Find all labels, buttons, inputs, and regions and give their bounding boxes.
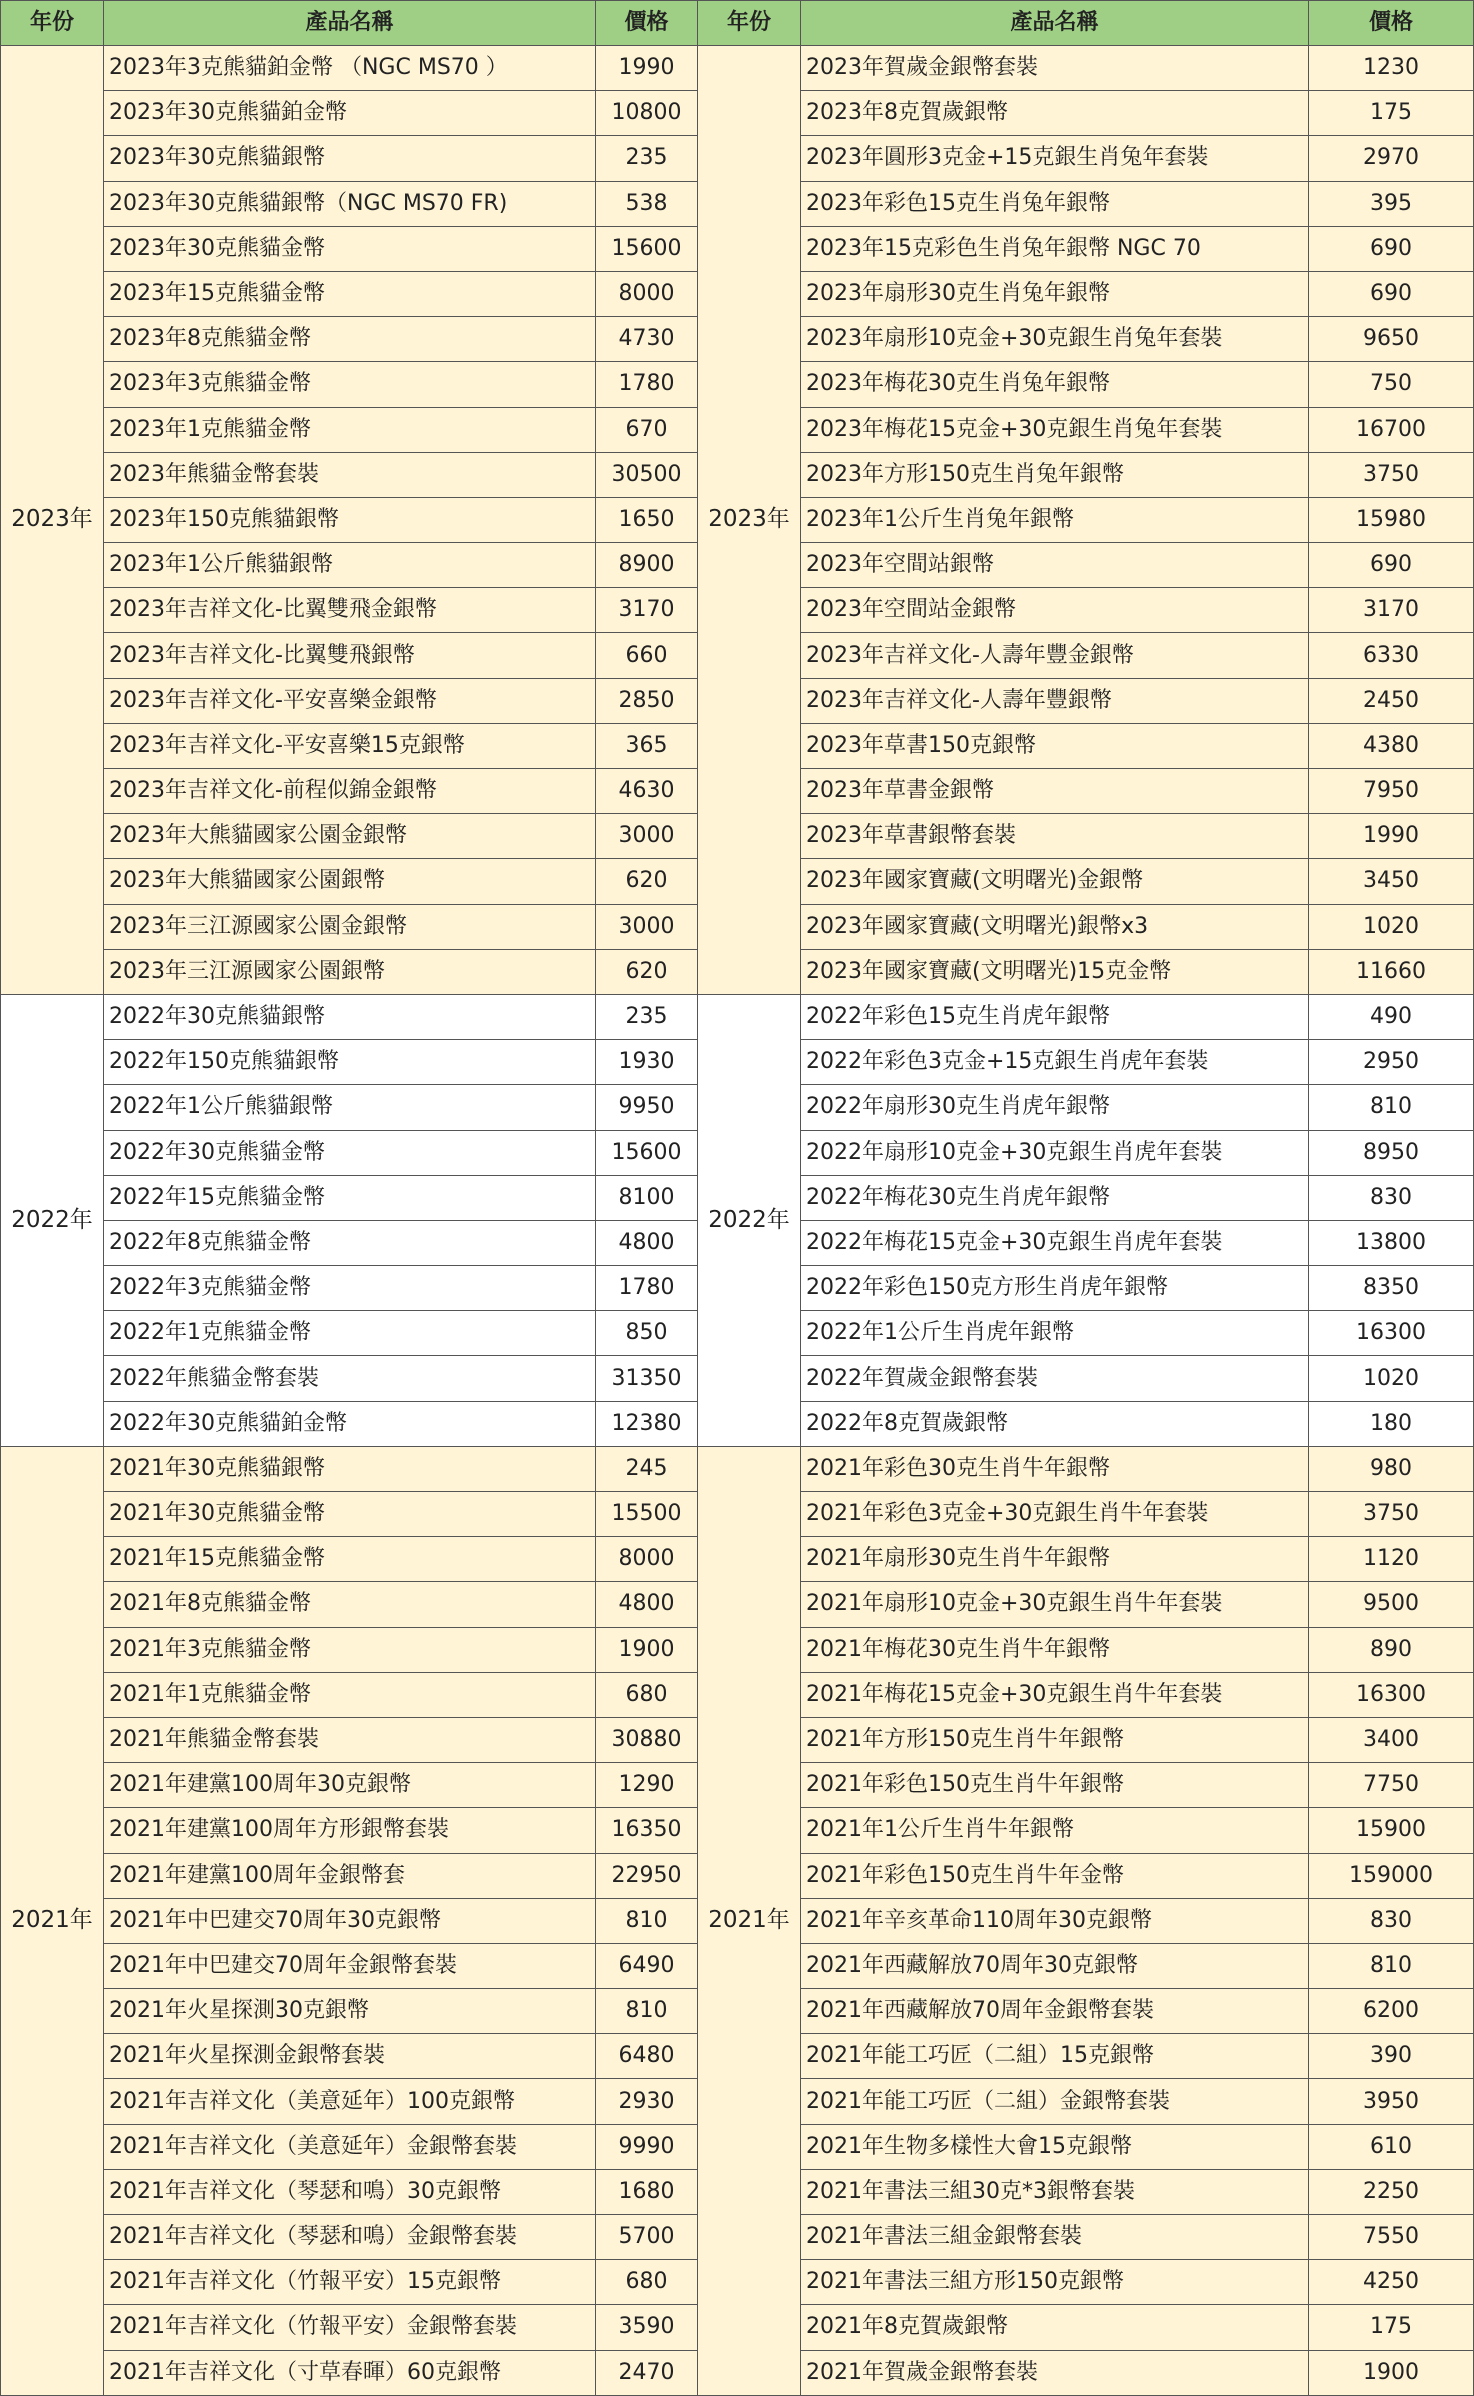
year-cell-left: 2021年 <box>1 1446 104 2395</box>
product-name-cell: 2021年吉祥文化（竹報平安）金銀幣套裝 <box>104 2305 596 2350</box>
price-cell: 3170 <box>1309 588 1474 633</box>
price-cell: 235 <box>596 136 698 181</box>
product-name-cell: 2023年吉祥文化-平安喜樂15克銀幣 <box>104 723 596 768</box>
price-cell: 3450 <box>1309 859 1474 904</box>
product-name-cell: 2023年三江源國家公園銀幣 <box>104 949 596 994</box>
price-cell: 159000 <box>1309 1853 1474 1898</box>
price-cell: 390 <box>1309 2034 1474 2079</box>
header-name-right: 產品名稱 <box>801 1 1309 46</box>
price-cell: 3950 <box>1309 2079 1474 2124</box>
price-cell: 16350 <box>596 1808 698 1853</box>
product-name-cell: 2021年西藏解放70周年30克銀幣 <box>801 1943 1309 1988</box>
product-name-cell: 2023年150克熊貓銀幣 <box>104 497 596 542</box>
product-name-cell: 2023年國家寶藏(文明曙光)15克金幣 <box>801 949 1309 994</box>
price-cell: 9990 <box>596 2124 698 2169</box>
product-name-cell: 2021年8克賀歲銀幣 <box>801 2305 1309 2350</box>
price-cell: 9500 <box>1309 1582 1474 1627</box>
product-name-cell: 2023年30克熊貓銀幣（NGC MS70 FR) <box>104 181 596 226</box>
price-cell: 22950 <box>596 1853 698 1898</box>
product-name-cell: 2023年扇形10克金+30克銀生肖兔年套裝 <box>801 317 1309 362</box>
price-cell: 9650 <box>1309 317 1474 362</box>
product-name-cell: 2023年8克賀歲銀幣 <box>801 91 1309 136</box>
product-name-cell: 2021年中巴建交70周年30克銀幣 <box>104 1898 596 1943</box>
product-name-cell: 2021年熊貓金幣套裝 <box>104 1717 596 1762</box>
product-name-cell: 2021年30克熊貓銀幣 <box>104 1446 596 1491</box>
price-cell: 3000 <box>596 814 698 859</box>
product-name-cell: 2021年能工巧匠（二組）金銀幣套裝 <box>801 2079 1309 2124</box>
product-name-cell: 2021年能工巧匠（二組）15克銀幣 <box>801 2034 1309 2079</box>
price-cell: 680 <box>596 1672 698 1717</box>
product-name-cell: 2021年梅花15克金+30克銀生肖牛年套裝 <box>801 1672 1309 1717</box>
year-cell-right: 2021年 <box>698 1446 801 2395</box>
price-cell: 1780 <box>596 362 698 407</box>
product-name-cell: 2021年生物多樣性大會15克銀幣 <box>801 2124 1309 2169</box>
price-cell: 2970 <box>1309 136 1474 181</box>
product-name-cell: 2023年吉祥文化-比翼雙飛銀幣 <box>104 633 596 678</box>
price-cell: 3750 <box>1309 452 1474 497</box>
price-cell: 7950 <box>1309 769 1474 814</box>
price-cell: 1990 <box>596 46 698 91</box>
product-name-cell: 2021年火星探測30克銀幣 <box>104 1989 596 2034</box>
product-name-cell: 2021年扇形30克生肖牛年銀幣 <box>801 1537 1309 1582</box>
product-name-cell: 2023年梅花30克生肖兔年銀幣 <box>801 362 1309 407</box>
price-cell: 16300 <box>1309 1672 1474 1717</box>
price-cell: 175 <box>1309 91 1474 136</box>
product-name-cell: 2021年方形150克生肖牛年銀幣 <box>801 1717 1309 1762</box>
product-name-cell: 2023年扇形30克生肖兔年銀幣 <box>801 271 1309 316</box>
price-cell: 8900 <box>596 543 698 588</box>
price-cell: 11660 <box>1309 949 1474 994</box>
price-cell: 1290 <box>596 1763 698 1808</box>
price-cell: 3400 <box>1309 1717 1474 1762</box>
product-name-cell: 2021年建黨100周年金銀幣套 <box>104 1853 596 1898</box>
header-price-right: 價格 <box>1309 1 1474 46</box>
price-cell: 1990 <box>1309 814 1474 859</box>
product-name-cell: 2023年1公斤熊貓銀幣 <box>104 543 596 588</box>
product-name-cell: 2021年吉祥文化（美意延年）100克銀幣 <box>104 2079 596 2124</box>
price-cell: 6200 <box>1309 1989 1474 2034</box>
price-cell: 13800 <box>1309 1220 1474 1265</box>
price-cell: 16700 <box>1309 407 1474 452</box>
price-cell: 30880 <box>596 1717 698 1762</box>
price-cell: 2450 <box>1309 678 1474 723</box>
price-cell: 490 <box>1309 994 1474 1039</box>
year-cell-right: 2022年 <box>698 994 801 1446</box>
price-cell: 7750 <box>1309 1763 1474 1808</box>
product-name-cell: 2021年彩色150克生肖牛年金幣 <box>801 1853 1309 1898</box>
year-cell-left: 2022年 <box>1 994 104 1446</box>
price-cell: 1020 <box>1309 1356 1474 1401</box>
product-name-cell: 2021年西藏解放70周年金銀幣套裝 <box>801 1989 1309 2034</box>
product-name-cell: 2023年大熊貓國家公園銀幣 <box>104 859 596 904</box>
product-name-cell: 2021年彩色3克金+30克銀生肖牛年套裝 <box>801 1492 1309 1537</box>
table-row <box>1 994 1474 1039</box>
price-cell: 690 <box>1309 543 1474 588</box>
price-cell: 3170 <box>596 588 698 633</box>
price-cell: 5700 <box>596 2215 698 2260</box>
price-cell: 4800 <box>596 1220 698 1265</box>
price-cell: 830 <box>1309 1175 1474 1220</box>
product-name-cell: 2022年扇形30克生肖虎年銀幣 <box>801 1085 1309 1130</box>
product-name-cell: 2021年火星探測金銀幣套裝 <box>104 2034 596 2079</box>
price-cell: 235 <box>596 994 698 1039</box>
price-cell: 1900 <box>1309 2350 1474 2395</box>
price-cell: 690 <box>1309 226 1474 271</box>
product-name-cell: 2023年草書金銀幣 <box>801 769 1309 814</box>
price-cell: 1120 <box>1309 1537 1474 1582</box>
product-name-cell: 2022年扇形10克金+30克銀生肖虎年套裝 <box>801 1130 1309 1175</box>
product-name-cell: 2023年國家寶藏(文明曙光)金銀幣 <box>801 859 1309 904</box>
price-cell: 620 <box>596 859 698 904</box>
price-cell: 4800 <box>596 1582 698 1627</box>
price-cell: 3000 <box>596 904 698 949</box>
product-name-cell: 2022年1克熊貓金幣 <box>104 1311 596 1356</box>
price-cell: 620 <box>596 949 698 994</box>
product-name-cell: 2021年吉祥文化（寸草春暉）60克銀幣 <box>104 2350 596 2395</box>
product-name-cell: 2023年彩色15克生肖兔年銀幣 <box>801 181 1309 226</box>
price-cell: 2950 <box>1309 1040 1474 1085</box>
price-cell: 890 <box>1309 1627 1474 1672</box>
product-name-cell: 2023年30克熊貓金幣 <box>104 226 596 271</box>
price-cell: 15500 <box>596 1492 698 1537</box>
product-name-cell: 2023年1公斤生肖兔年銀幣 <box>801 497 1309 542</box>
price-cell: 1900 <box>596 1627 698 1672</box>
price-cell: 1650 <box>596 497 698 542</box>
price-cell: 15600 <box>596 1130 698 1175</box>
product-name-cell: 2021年彩色30克生肖牛年銀幣 <box>801 1446 1309 1491</box>
product-name-cell: 2021年吉祥文化（琴瑟和鳴）30克銀幣 <box>104 2169 596 2214</box>
table-row <box>1 1446 1474 1491</box>
price-cell: 3590 <box>596 2305 698 2350</box>
price-cell: 610 <box>1309 2124 1474 2169</box>
product-name-cell: 2022年賀歲金銀幣套裝 <box>801 1356 1309 1401</box>
price-cell: 690 <box>1309 271 1474 316</box>
product-name-cell: 2021年30克熊貓金幣 <box>104 1492 596 1537</box>
product-name-cell: 2023年梅花15克金+30克銀生肖兔年套裝 <box>801 407 1309 452</box>
product-name-cell: 2022年8克賀歲銀幣 <box>801 1401 1309 1446</box>
price-cell: 810 <box>596 1989 698 2034</box>
product-name-cell: 2022年30克熊貓銀幣 <box>104 994 596 1039</box>
product-name-cell: 2021年15克熊貓金幣 <box>104 1537 596 1582</box>
product-name-cell: 2021年建黨100周年方形銀幣套裝 <box>104 1808 596 1853</box>
product-name-cell: 2023年草書150克銀幣 <box>801 723 1309 768</box>
product-name-cell: 2021年賀歲金銀幣套裝 <box>801 2350 1309 2395</box>
price-cell: 1020 <box>1309 904 1474 949</box>
product-name-cell: 2022年梅花15克金+30克銀生肖虎年套裝 <box>801 1220 1309 1265</box>
price-cell: 4630 <box>596 769 698 814</box>
product-name-cell: 2023年30克熊貓鉑金幣 <box>104 91 596 136</box>
product-name-cell: 2023年國家寶藏(文明曙光)銀幣x3 <box>801 904 1309 949</box>
price-cell: 8000 <box>596 1537 698 1582</box>
product-name-cell: 2023年3克熊貓鉑金幣 （NGC MS70 ） <box>104 46 596 91</box>
product-name-cell: 2023年賀歲金銀幣套裝 <box>801 46 1309 91</box>
price-cell: 2470 <box>596 2350 698 2395</box>
price-cell: 9950 <box>596 1085 698 1130</box>
product-name-cell: 2021年1克熊貓金幣 <box>104 1672 596 1717</box>
product-name-cell: 2021年吉祥文化（竹報平安）15克銀幣 <box>104 2260 596 2305</box>
price-cell: 3750 <box>1309 1492 1474 1537</box>
price-cell: 6330 <box>1309 633 1474 678</box>
price-cell: 245 <box>596 1446 698 1491</box>
price-cell: 980 <box>1309 1446 1474 1491</box>
price-cell: 4250 <box>1309 2260 1474 2305</box>
price-cell: 830 <box>1309 1898 1474 1943</box>
product-name-cell: 2023年3克熊貓金幣 <box>104 362 596 407</box>
product-name-cell: 2022年彩色15克生肖虎年銀幣 <box>801 994 1309 1039</box>
price-cell: 1930 <box>596 1040 698 1085</box>
price-cell: 8950 <box>1309 1130 1474 1175</box>
price-cell: 6480 <box>596 2034 698 2079</box>
product-name-cell: 2021年書法三組金銀幣套裝 <box>801 2215 1309 2260</box>
product-name-cell: 2023年圓形3克金+15克銀生肖兔年套裝 <box>801 136 1309 181</box>
product-name-cell: 2021年扇形10克金+30克銀生肖牛年套裝 <box>801 1582 1309 1627</box>
product-name-cell: 2021年建黨100周年30克銀幣 <box>104 1763 596 1808</box>
product-name-cell: 2022年30克熊貓鉑金幣 <box>104 1401 596 1446</box>
table-row <box>1 46 1474 91</box>
price-cell: 810 <box>1309 1943 1474 1988</box>
product-name-cell: 2021年8克熊貓金幣 <box>104 1582 596 1627</box>
product-name-cell: 2021年彩色150克生肖牛年銀幣 <box>801 1763 1309 1808</box>
product-name-cell: 2023年吉祥文化-平安喜樂金銀幣 <box>104 678 596 723</box>
table-body <box>1 46 1474 2396</box>
product-name-cell: 2021年1公斤生肖牛年銀幣 <box>801 1808 1309 1853</box>
price-cell: 680 <box>596 2260 698 2305</box>
price-cell: 10800 <box>596 91 698 136</box>
price-cell: 660 <box>596 633 698 678</box>
price-cell: 750 <box>1309 362 1474 407</box>
price-cell: 30500 <box>596 452 698 497</box>
product-name-cell: 2023年吉祥文化-前程似錦金銀幣 <box>104 769 596 814</box>
product-name-cell: 2021年辛亥革命110周年30克銀幣 <box>801 1898 1309 1943</box>
year-cell-right: 2023年 <box>698 46 801 995</box>
product-name-cell: 2023年1克熊貓金幣 <box>104 407 596 452</box>
price-cell: 8000 <box>596 271 698 316</box>
product-name-cell: 2022年150克熊貓銀幣 <box>104 1040 596 1085</box>
price-cell: 15980 <box>1309 497 1474 542</box>
price-cell: 7550 <box>1309 2215 1474 2260</box>
header-row <box>1 1 1474 46</box>
product-name-cell: 2021年吉祥文化（琴瑟和鳴）金銀幣套裝 <box>104 2215 596 2260</box>
header-year-left: 年份 <box>1 1 104 46</box>
product-name-cell: 2023年吉祥文化-人壽年豐銀幣 <box>801 678 1309 723</box>
product-name-cell: 2022年30克熊貓金幣 <box>104 1130 596 1175</box>
header-price-left: 價格 <box>596 1 698 46</box>
product-name-cell: 2023年30克熊貓銀幣 <box>104 136 596 181</box>
header-year-right: 年份 <box>698 1 801 46</box>
price-cell: 15900 <box>1309 1808 1474 1853</box>
price-cell: 175 <box>1309 2305 1474 2350</box>
price-cell: 15600 <box>596 226 698 271</box>
product-name-cell: 2023年熊貓金幣套裝 <box>104 452 596 497</box>
product-name-cell: 2021年吉祥文化（美意延年）金銀幣套裝 <box>104 2124 596 2169</box>
product-name-cell: 2023年空間站金銀幣 <box>801 588 1309 633</box>
product-name-cell: 2021年書法三組30克*3銀幣套裝 <box>801 2169 1309 2214</box>
product-name-cell: 2023年三江源國家公園金銀幣 <box>104 904 596 949</box>
price-cell: 1680 <box>596 2169 698 2214</box>
price-cell: 2850 <box>596 678 698 723</box>
product-name-cell: 2023年大熊貓國家公園金銀幣 <box>104 814 596 859</box>
product-name-cell: 2023年草書銀幣套裝 <box>801 814 1309 859</box>
price-cell: 670 <box>596 407 698 452</box>
product-name-cell: 2023年空間站銀幣 <box>801 543 1309 588</box>
product-name-cell: 2021年中巴建交70周年金銀幣套裝 <box>104 1943 596 1988</box>
product-name-cell: 2021年梅花30克生肖牛年銀幣 <box>801 1627 1309 1672</box>
product-name-cell: 2022年15克熊貓金幣 <box>104 1175 596 1220</box>
price-cell: 16300 <box>1309 1311 1474 1356</box>
product-name-cell: 2022年熊貓金幣套裝 <box>104 1356 596 1401</box>
price-cell: 2930 <box>596 2079 698 2124</box>
price-cell: 2250 <box>1309 2169 1474 2214</box>
product-name-cell: 2022年1公斤生肖虎年銀幣 <box>801 1311 1309 1356</box>
product-name-cell: 2023年吉祥文化-人壽年豐金銀幣 <box>801 633 1309 678</box>
header-name-left: 產品名稱 <box>104 1 596 46</box>
price-cell: 4730 <box>596 317 698 362</box>
product-name-cell: 2022年8克熊貓金幣 <box>104 1220 596 1265</box>
price-cell: 31350 <box>596 1356 698 1401</box>
product-name-cell: 2022年彩色3克金+15克銀生肖虎年套裝 <box>801 1040 1309 1085</box>
product-name-cell: 2023年15克熊貓金幣 <box>104 271 596 316</box>
product-name-cell: 2023年8克熊貓金幣 <box>104 317 596 362</box>
product-name-cell: 2022年彩色150克方形生肖虎年銀幣 <box>801 1266 1309 1311</box>
product-name-cell: 2022年梅花30克生肖虎年銀幣 <box>801 1175 1309 1220</box>
price-cell: 538 <box>596 181 698 226</box>
product-name-cell: 2023年吉祥文化-比翼雙飛金銀幣 <box>104 588 596 633</box>
price-cell: 8100 <box>596 1175 698 1220</box>
product-name-cell: 2022年1公斤熊貓銀幣 <box>104 1085 596 1130</box>
price-cell: 12380 <box>596 1401 698 1446</box>
price-cell: 365 <box>596 723 698 768</box>
price-cell: 180 <box>1309 1401 1474 1446</box>
price-cell: 850 <box>596 1311 698 1356</box>
price-cell: 4380 <box>1309 723 1474 768</box>
product-name-cell: 2021年書法三組方形150克銀幣 <box>801 2260 1309 2305</box>
product-name-cell: 2022年3克熊貓金幣 <box>104 1266 596 1311</box>
price-cell: 1780 <box>596 1266 698 1311</box>
price-cell: 1230 <box>1309 46 1474 91</box>
product-name-cell: 2023年方形150克生肖兔年銀幣 <box>801 452 1309 497</box>
product-name-cell: 2021年3克熊貓金幣 <box>104 1627 596 1672</box>
price-cell: 8350 <box>1309 1266 1474 1311</box>
price-cell: 395 <box>1309 181 1474 226</box>
price-cell: 810 <box>596 1898 698 1943</box>
year-cell-left: 2023年 <box>1 46 104 995</box>
product-name-cell: 2023年15克彩色生肖兔年銀幣 NGC 70 <box>801 226 1309 271</box>
price-cell: 810 <box>1309 1085 1474 1130</box>
price-cell: 6490 <box>596 1943 698 1988</box>
